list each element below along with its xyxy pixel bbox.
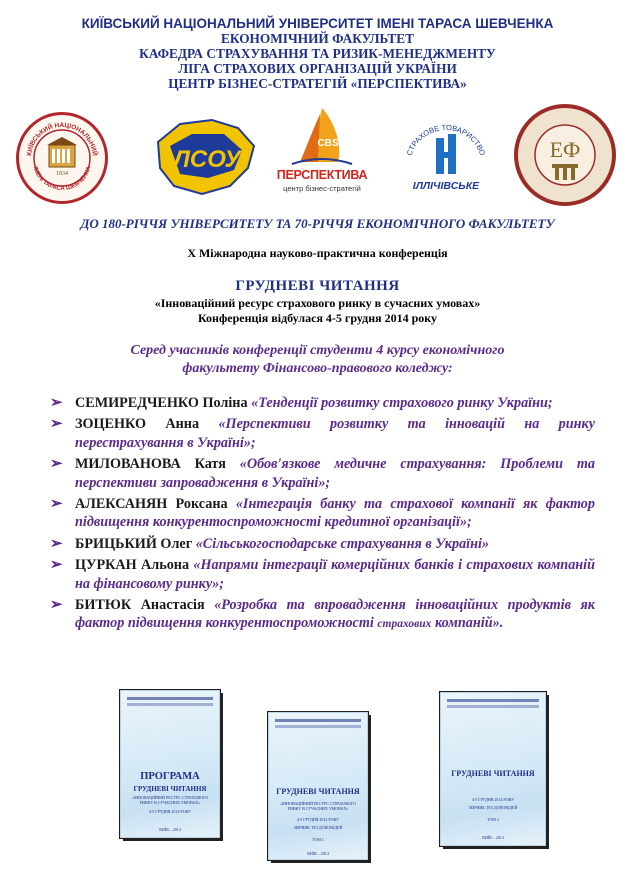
participant-first-name: Катя: [194, 456, 226, 473]
anniversary-line: ДО 180-РІЧЧЯ УНІВЕРСИТЕТУ ТА 70-РІЧЧЯ ЕКОНОМІЧНОГО ФАКУЛЬТЕТУ: [80, 216, 555, 231]
participant-surname: ЗОЦЕНКО: [75, 416, 147, 433]
booklet-subtitle: «ІННОВАЦІЙНИЙ РЕСУРС СТРАХОВОГО РИНКУ В СУЧАСНИХ УМОВАХ»: [131, 795, 209, 805]
participant-topic: «Перспективи розвитку та інновацій на ринку перестрахування в Україні»;: [75, 416, 595, 451]
participant-surname: БИТЮК: [75, 597, 132, 614]
university-ring-bottom-text: ІМЕНІ ТАРАСА ШЕВЧЕНКА: [31, 165, 93, 193]
booklet-volume: ТОМ 2: [487, 817, 499, 822]
bullet-arrow-icon: ➢: [50, 456, 63, 473]
booklet-footer: КИЇВ – 2014: [482, 835, 504, 840]
participant-topic: «Тенденції розвитку страхового ринку України;: [251, 395, 553, 411]
booklet-dates: 4-5 ГРУДНЯ 2014 РОКУ: [148, 809, 192, 814]
intro-line-2: факультету Фінансово-правового коледжу:: [182, 361, 453, 376]
booklet-title: ГРУДНЕВІ ЧИТАННЯ: [451, 769, 535, 778]
svg-text:СТРАХОВЕ ТОВАРИСТВО: [405, 123, 488, 157]
university-name: КИЇВСЬКИЙ НАЦІОНАЛЬНИЙ УНІВЕРСИТЕТ ІМЕНІ ТАРАСА ШЕВЧЕНКА: [81, 16, 554, 31]
center-name: ЦЕНТР БІЗНЕС-СТРАТЕГІЙ «ПЕРСПЕКТИВА»: [168, 76, 467, 91]
participant-first-name: Анна: [165, 416, 200, 433]
university-year-text: 1834: [56, 171, 68, 177]
illichivske-insurer-logo: [400, 120, 492, 200]
faculty-name: ЕКОНОМІЧНИЙ ФАКУЛЬТЕТ: [221, 31, 414, 46]
booklet-heading: ПРОГРАМА: [140, 771, 200, 782]
booklet-kind: ЗБІРНИК ТЕЗ ДОПОВІДЕЙ: [468, 805, 518, 810]
institution-header: [0, 16, 635, 91]
perspektyva-subtext: центр бізнес-стратегій: [283, 184, 361, 193]
participant-topic-small: страхових: [377, 618, 432, 631]
booklet-volume-1: [268, 712, 368, 860]
conference-title: ГРУДНЕВІ ЧИТАННЯ: [235, 278, 400, 294]
booklet-dates: 4-5 ГРУДНЯ 2014 РОКУ: [296, 817, 340, 822]
participant-surname: АЛЕКСАНЯН: [75, 496, 168, 513]
conference-dates: Конференція відбулася 4-5 грудня 2014 року: [197, 311, 438, 325]
participant-first-name: Роксана: [175, 496, 228, 513]
conference-subtitle: «Інноваційний ресурс страхового ринку в сучасних умовах»: [154, 296, 481, 310]
participant-first-name: Поліна: [202, 395, 248, 411]
booklet-footer: КИЇВ – 2014: [307, 851, 329, 856]
perspektyva-text: ПЕРСПЕКТИВА: [276, 168, 368, 182]
booklet-programme: [120, 690, 220, 838]
insurer-ring-text: СТРАХОВЕ ТОВАРИСТВО: [404, 122, 488, 157]
bullet-arrow-icon: ➢: [50, 535, 63, 552]
faculty-monogram-text: ЕФ: [549, 137, 581, 162]
bullet-arrow-icon: ➢: [50, 597, 63, 614]
participant-surname: БРИЦЬКИЙ: [75, 535, 157, 552]
participant-topic: «Сільськогосподарське страхування в Україні»: [195, 535, 490, 552]
list-item: [50, 535, 595, 553]
participant-first-name: Анастасія: [140, 597, 205, 614]
participant-topic: «Напрями інтеграції комерційних банків і страхових компаній на фінансовому ринку»;: [75, 557, 595, 592]
bullet-arrow-icon: ➢: [50, 496, 63, 513]
list-item: [50, 455, 595, 492]
svg-text:ІМЕНІ ТАРАСА ШЕВЧЕНКА: [32, 165, 93, 192]
participants-intro: [0, 342, 635, 378]
bullet-arrow-icon: ➢: [50, 557, 63, 574]
bullet-arrow-icon: ➢: [50, 416, 63, 433]
perspektyva-logo: [272, 106, 372, 202]
participant-surname: СЕМИРЕДЧЕНКО: [75, 395, 199, 411]
participant-surname: МИЛОВАНОВА: [75, 456, 181, 473]
booklet-title: ГРУДНЕВІ ЧИТАННЯ: [276, 787, 360, 796]
economic-faculty-seal-logo: [514, 104, 616, 206]
participant-topic: «Розробка та впровадження інноваційних продуктів як фактор підвищення конкурентоспроможності: [75, 597, 595, 632]
intro-line-1: Серед учасників конференції студенти 4 курсу економічного: [130, 343, 505, 358]
list-item: [50, 596, 595, 634]
conference-number: Х Міжнародна науково-практична конференція: [187, 246, 448, 260]
booklet-dates: 4-5 ГРУДНЯ 2014 РОКУ: [471, 797, 515, 802]
lsou-logo: [150, 112, 260, 202]
cbs-sail-text: CBS: [317, 138, 339, 149]
participant-topic: «Інтеграція банку та страхової компанії як фактор підвищення конкурентоспроможності кредитної організації»;: [75, 496, 595, 531]
booklet-subtitle: «ІННОВАЦІЙНИЙ РЕСУРС СТРАХОВОГО РИНКУ В СУЧАСНИХ УМОВАХ»: [279, 801, 357, 811]
booklet-title: ГРУДНЕВІ ЧИТАННЯ: [133, 785, 207, 793]
booklet-volume: ТОМ 1: [312, 837, 324, 842]
participant-topic: «Обов'язкове медичне страхування: Проблеми та перспективи запровадження в Україні»;: [75, 456, 595, 491]
participant-first-name: Олег: [160, 535, 193, 552]
booklet-kind: ЗБІРНИК ТЕЗ ДОПОВІДЕЙ: [293, 825, 343, 830]
league-name: ЛІГА СТРАХОВИХ ОРГАНІЗАЦІЙ УКРАЇНИ: [178, 61, 457, 76]
booklet-volume-2: [440, 692, 546, 846]
lsou-text: ЛСОУ: [173, 146, 241, 173]
university-ring-top-text: КИЇВСЬКИЙ НАЦІОНАЛЬНИЙ: [26, 122, 98, 157]
participant-topic-end: компаній».: [434, 615, 504, 632]
department-name: КАФЕДРА СТРАХУВАННЯ ТА РИЗИК-МЕНЕДЖМЕНТУ: [139, 46, 496, 61]
list-item: [50, 394, 595, 412]
list-item: [50, 556, 595, 593]
list-item: [50, 415, 595, 452]
participant-surname: ЦУРКАН: [75, 557, 137, 574]
booklet-footer: КИЇВ – 2014: [159, 827, 181, 832]
participant-first-name: Альона: [141, 557, 190, 574]
university-seal-logo: [16, 112, 108, 204]
insurer-name-text: ІЛЛІЧІВСЬКЕ: [412, 180, 480, 192]
bullet-arrow-icon: ➢: [50, 395, 63, 411]
participants-list: [50, 394, 595, 637]
faculty-ring-text: ЕКОНОМІЧНИЙ ФАКУЛЬТЕТ: [525, 112, 605, 143]
list-item: [50, 495, 595, 532]
